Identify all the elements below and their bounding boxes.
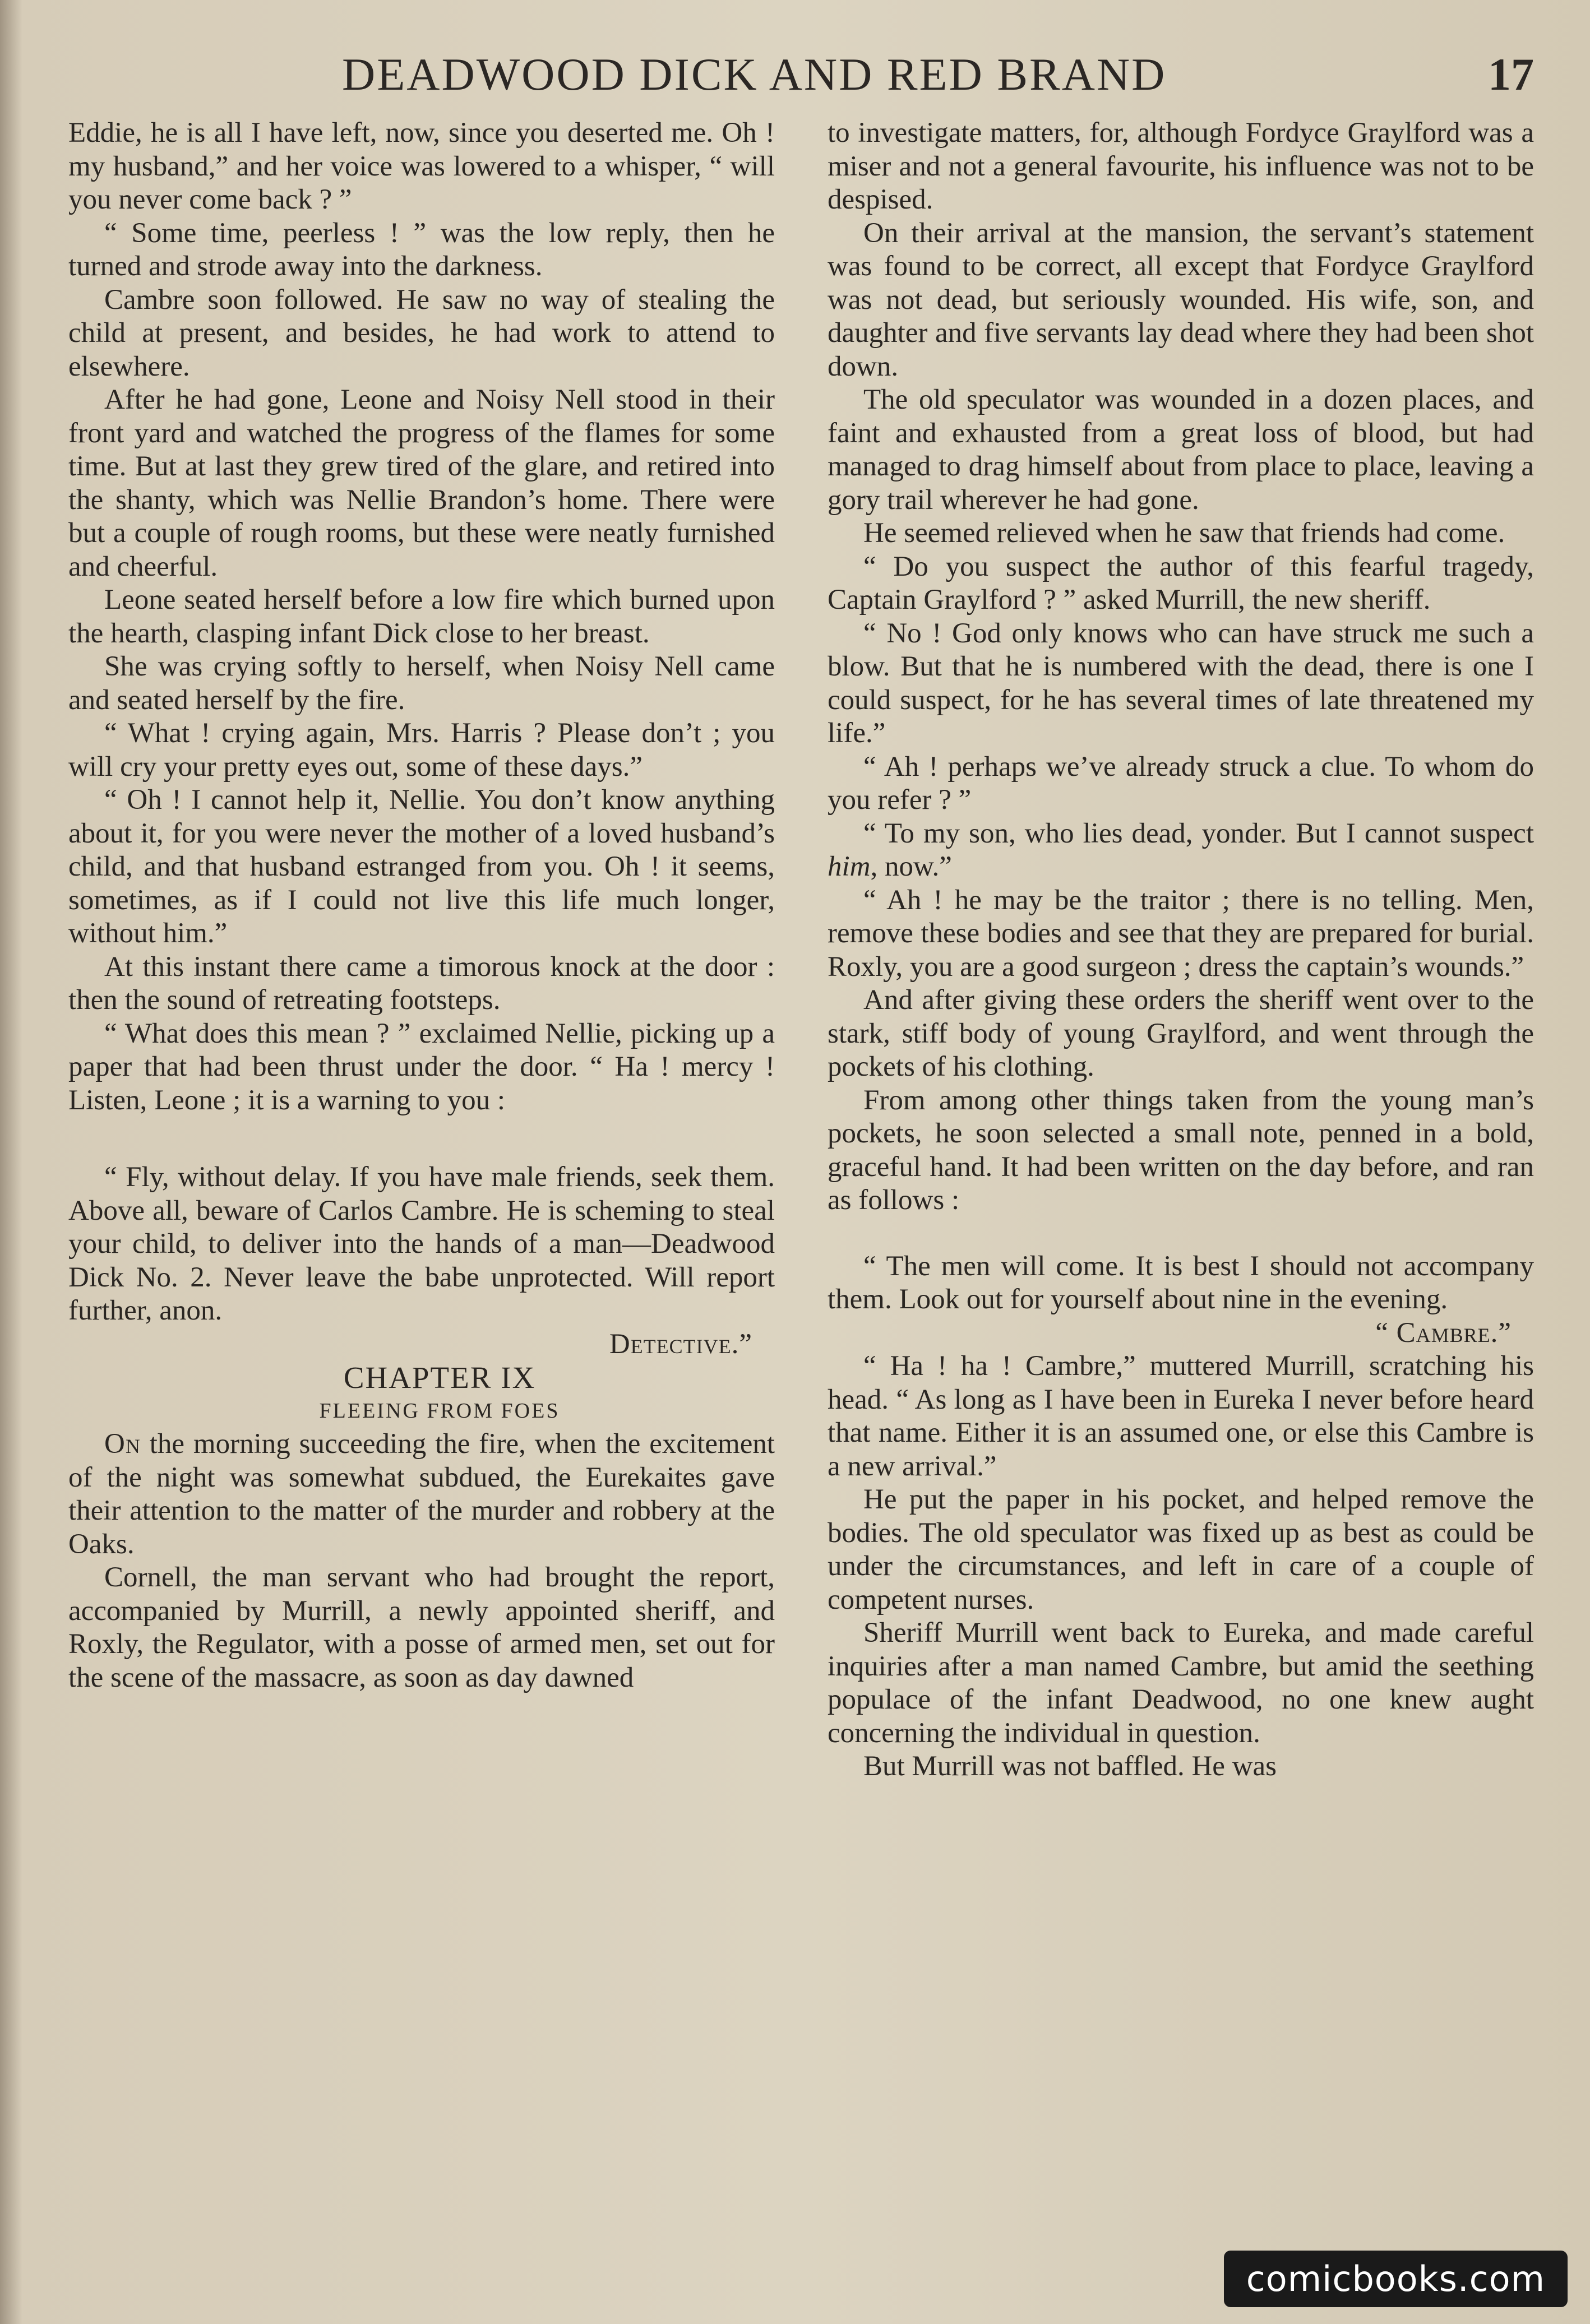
paragraph: “ Ha ! ha ! Cambre,” muttered Murrill, scratching his head. “ As long as I have been in Eureka I never before heard that name. Either it is an assumed one, or else this Cambre is a new arrival.” (828, 1350, 1534, 1482)
paragraph: “ Ah ! perhaps we’ve already struck a clue. To whom do you refer ? ” (828, 751, 1534, 816)
paragraph: to investigate matters, for, although Fordyce Graylford was a miser and not a general favourite, his influence was not to be despised. (828, 117, 1534, 215)
paragraph: Cornell, the man servant who had brought the report, accompanied by Murrill, a newly appointed sheriff, and Roxly, the Regulator, with a posse of armed men, set out for the scene of the massacre, as soon as day dawned (68, 1562, 775, 1693)
paragraph-text: “ To my son, who lies dead, yonder. But I cannot suspect (863, 817, 1534, 849)
left-column (68, 117, 775, 2247)
right-column (828, 117, 1534, 2247)
emphasis: him (828, 851, 871, 882)
warning-note: “ Fly, without delay. If you have male friends, seek them. Above all, beware of Carlos Cambre. He is scheming to steal your child, to deliver into the hands of a man—Deadwood Dick No. 2. Never leave the babe unprotected. Will report further, anon. (68, 1161, 775, 1326)
paragraph: Eddie, he is all I have left, now, since you deserted me. Oh ! my husband,” and her voice was lowered to a whisper, “ will you never come back ? ” (68, 117, 775, 215)
page-header (67, 44, 1534, 105)
paragraph (68, 1428, 775, 1561)
paragraph: She was crying softly to herself, when Noisy Nell came and seated herself by the fire. (68, 651, 775, 716)
paragraph: “ What does this mean ? ” exclaimed Nellie, picking up a paper that had been thrust under the door. “ Ha ! mercy ! Listen, Leone ; it is a warning to you : (68, 1017, 775, 1116)
chapter-title: CHAPTER IX (343, 1360, 536, 1395)
paragraph: At this instant there came a timorous knock at the door : then the sound of retreating footsteps. (68, 951, 775, 1016)
paragraph: From among other things taken from the young man’s pockets, he soon selected a small note, penned in a bold, graceful hand. It had been written on the day before, and ran as follows : (828, 1084, 1534, 1216)
running-title: DEADWOOD DICK AND RED BRAND (342, 49, 1167, 100)
paragraph: And after giving these orders the sheriff went over to the stark, stiff body of young Graylford, and went through the pockets of his clothing. (828, 984, 1534, 1082)
paragraph: Sheriff Murrill went back to Eureka, and made careful inquiries after a man named Cambre, but amid the seething populace of the infant Deadwood, no one knew aught concerning the individual in question. (828, 1617, 1534, 1749)
paragraph: On their arrival at the mansion, the servant’s statement was found to be correct, all except that Fordyce Graylford was not dead, but seriously wounded. His wife, son, and daughter and five servants lay dead where they had been shot down. (828, 217, 1534, 382)
paragraph: But Murrill was not baffled. He was (863, 1751, 1277, 1782)
chapter-subtitle: FLEEING FROM FOES (319, 1399, 560, 1423)
paragraph-text: the morning succeeding the fire, when the excitement of the night was somewhat subdued, the Eurekaites gave their attention to the matter of the murder and robbery at the Oaks. (68, 1428, 775, 1560)
paragraph: He put the paper in his pocket, and helped remove the bodies. The old speculator was fixed up as best as could be under the circumstances, and left in care of a couple of competent nurses. (828, 1484, 1534, 1615)
page-edge-shadow (0, 0, 22, 2324)
paragraph: “ Do you suspect the author of this fearful tragedy, Captain Graylford ? ” asked Murrill, the new sheriff. (828, 550, 1534, 615)
paragraph: Cambre soon followed. He saw no way of stealing the child at present, and besides, he had work to attend to elsewhere. (68, 284, 775, 382)
page-number: 17 (1488, 49, 1534, 100)
paragraph: He seemed relieved when he saw that friends had come. (863, 517, 1505, 549)
paragraph-text: , now.” (870, 851, 952, 882)
drop-word: On (104, 1428, 141, 1460)
paragraph: Leone seated herself before a low fire which burned upon the hearth, clasping infant Dick close to her breast. (68, 584, 775, 649)
paragraph (828, 817, 1534, 884)
paragraph: “ Some time, peerless ! ” was the low reply, then he turned and strode away into the darkness. (68, 217, 775, 282)
paragraph: “ Oh ! I cannot help it, Nellie. You don’t know anything about it, for you were never the mother of a loved husband’s child, and that husband estranged from you. Oh ! it seems, sometimes, as if I could not live this life much longer, without him.” (68, 784, 775, 949)
paragraph: After he had gone, Leone and Noisy Nell stood in their front yard and watched the progress of the flames for some time. But at last they grew tired of the glare, and retired into the shanty, which was Nellie Brandon’s home. There were but a couple of rough rooms, but these were neatly furnished and cheerful. (68, 384, 775, 582)
paragraph: “ What ! crying again, Mrs. Harris ? Please don’t ; you will cry your pretty eyes out, some of these days.” (68, 717, 775, 783)
paragraph: “ Ah ! he may be the traitor ; there is no telling. Men, remove these bodies and see that they are prepared for burial. Roxly, you are a good surgeon ; dress the captain’s wounds.” (828, 884, 1534, 983)
note-signature: “ Cambre.” (1375, 1317, 1512, 1349)
watermark-badge: comicbooks.com (1224, 2251, 1568, 2307)
paragraph: The old speculator was wounded in a dozen places, and faint and exhausted from a great loss of blood, but had managed to drag himself about from place to place, leaving a gory trail wherever he had gone. (828, 384, 1534, 516)
note-signature: Detective.” (609, 1328, 752, 1360)
cambre-note: “ The men will come. It is best I should not accompany them. Look out for yourself about nine in the evening. (828, 1250, 1534, 1315)
paragraph: “ No ! God only knows who can have struck me such a blow. But that he is numbered with the dead, there is one I could suspect, for he has several times of late threatened my life.” (828, 617, 1534, 749)
